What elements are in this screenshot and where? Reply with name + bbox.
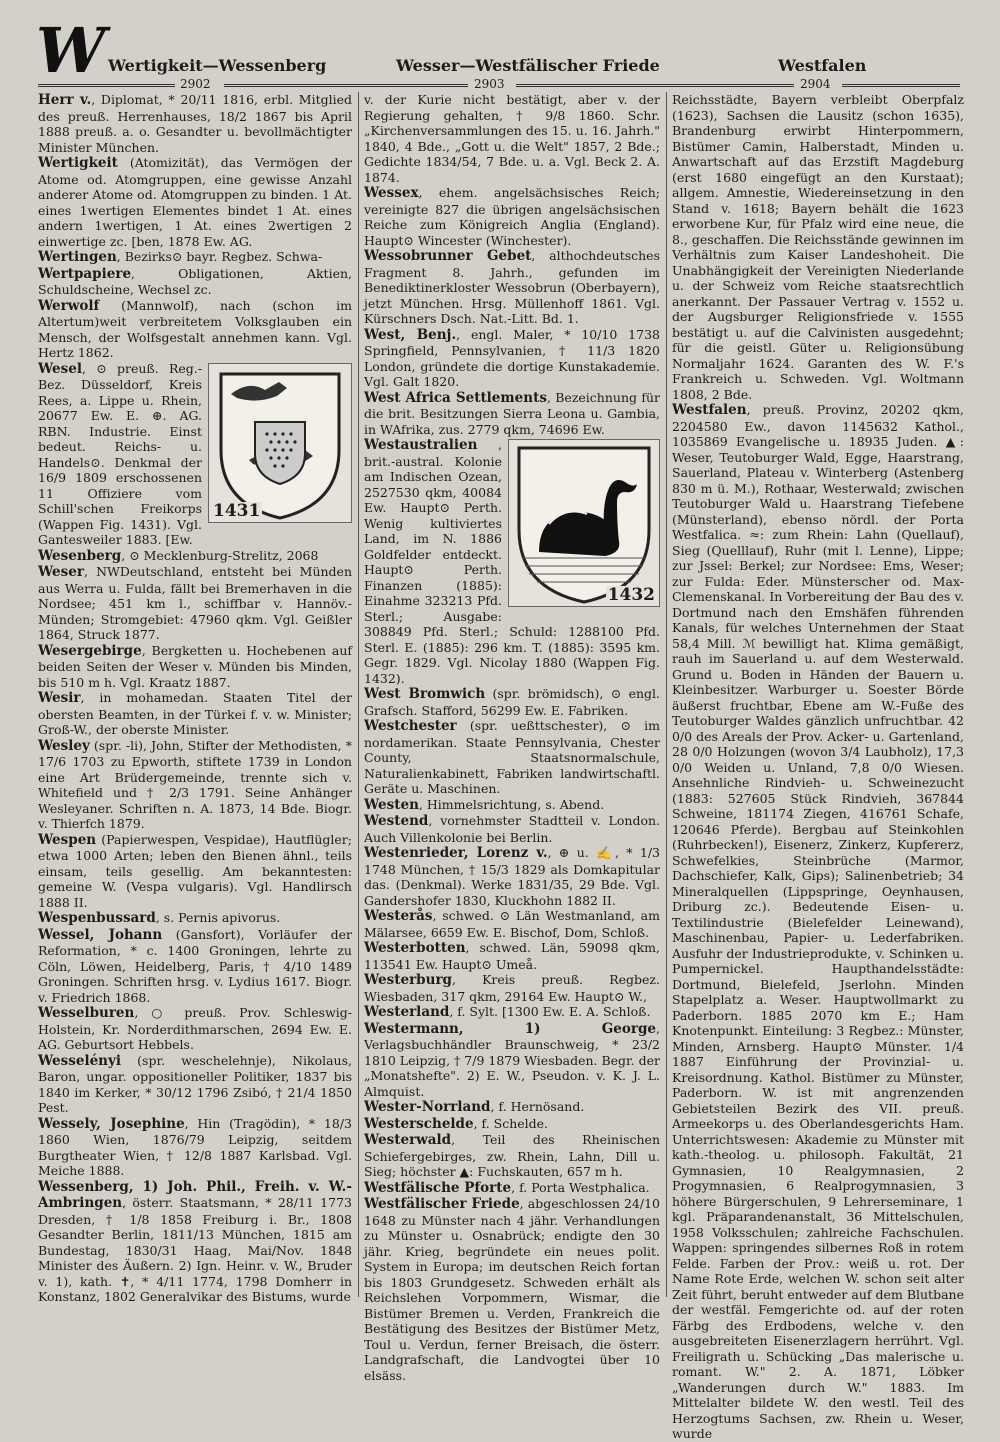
page-number-left: 2902	[180, 77, 211, 91]
column-right	[672, 92, 964, 1441]
figure-number: 1431	[213, 500, 261, 521]
section-letter: W	[36, 14, 106, 87]
entry-headword: Wessenberg, 1) Joh. Phil., Freih. v. W.-Ambringen	[38, 1178, 352, 1211]
dictionary-entry	[38, 690, 352, 738]
entry-text: , vornehmster Stadtteil v. London. Auch Villenkolonie bei Berlin.	[364, 813, 660, 845]
entry-headword: Wesel	[38, 360, 82, 377]
entry-text: , preuß. Provinz, 20202 qkm, 2204580 Ew., davon 1145632 Kathol., 1035869 Evangelische u. 18935 Juden. ▲: Weser, Teutoburger Wald, Egge, Haarstrang, Sauerland, Plateau v. Winterberg (Astenberg 830 m ü. M.), Rothaar, Westerwald; zwischen Teutoburger Wald u. Haarstrang Tiefebene (Münsterland), ebenso nördl. der Porta Westfalica. ≈: zum Rhein: Lahn (Quellauf), Sieg (Quelllauf), Ruhr (mit l. Lenne), Lippe; zur Jssel: Berkel; zur Nordsee: Ems, Weser; zur Fulda: Eder. Münsterscher od. Max-Clemenskanal. In Vorbereitung der Bau des v. Dortmund nach den Emshäfen führenden Kanals, für welches Unternehmen der Staat 58,4 Mill. ℳ bewilligt hat. Klima gemäßigt, rauh im Sauerland u. auf dem Westerwald. Grund u. Boden in Händen der Bauern u. Kleinbesitzer. Warburger u. Soester Börde äußerst fruchtbar, Ebene am W.-Fuße des Teutoburger Waldes gänzlich unfruchtbar. 42 0/0 des Areals der Prov. Acker- u. Gartenland, 28 0/0 Holzungen (wovon 3/4 Laubholz), 17,3 0/0 Weiden u. Unland, 7,8 0/0 Wiesen. Ansehnliche Rindvieh- u. Schweinezucht (1883: 527605 Stück Rindvieh, 367844 Schweine, 181174 Ziegen, 416761 Schafe, 120646 Pferde). Bergbau auf Steinkohlen (Ruhrbecken!), Eisenerz, Zinkerz, Kupfererz, Schwefelkies, Steinbrüche (Marmor, Dachschiefer, Kalk, Gips); Salinenbetrieb; 34 Mineralquellen (Lippspringe, Oeynhausen, Driburg zc.). Bedeutende Eisen- u. Textilindustrie (Bielefelder Leinewand), Maschinenbau, Papier- u. Lederfabriken. Ausfuhr der Industrieprodukte, v. Schinken u. Pumpernickel. Haupthandelsstädte: Dortmund, Bielefeld, Jserlohn. Minden Stapelplatz a. Weser. Hauptwollmarkt zu Paderborn. 1885 2070 km E.; Ham Knotenpunkt. Einteilung: 3 Regbez.: Münster, Minden, Arnsberg. Haupt⊙ Münster. 1/4 1887 Einführung der Provinzial- u. Kreisordnung. Kathol. Bistümer zu Münster, Paderborn. W. ist mit angrenzenden Gebietsteilen Bezirk des VII. preuß. Armeekorps u. des Oberlandesgerichts Ham. Unterrichtswesen: Akademie zu Münster mit kath.-theolog. u. philosoph. Fakultät, 21 Gymnasien, 10 Realgymnasien, 2 Progymnasien, 6 Realprogymnasien, 3 höhere Bürgerschulen, 9 Lehrerseminare, 1 kgl. Präparandenanstalt, 36 Mittelschulen, 1958 Volksschulen; zahlreiche Fachschulen. Wappen: springendes silbernes Roß in rotem Felde. Farben der Prov.: weiß u. rot. Der Name Rote Erde, welchen W. schon seit alter Zeit führt, beruht entweder auf dem Blutbane der westfäl. Femgerichte od. auf der roten Färbg des Erdbodens, welche v. den ausgebreiteten Eisenerzlagern herrührt. Vgl. Freiligrath u. Schücking „Das malerische u. romant. W." 2. A. 1871, Löbker „Wanderungen durch W." 1883. Im Mittelalter bildete W. den westl. Teil des Herzogtums Sachsen, zw. Rhein u. Weser, wurde	[672, 402, 964, 1441]
dictionary-entry	[38, 1053, 352, 1116]
entry-text: , f. Sylt. [1300 Ew. E. A. Schloß.	[449, 1004, 651, 1019]
dictionary-entry	[38, 738, 352, 832]
entry-headword: Weser	[38, 564, 84, 580]
running-head-right: Westfalen	[778, 56, 867, 75]
entry-headword: Westen	[364, 796, 419, 813]
entry-text: , ⊕ u. ✍, * 1/3 1748 München, † 15/3 1829 als Domkapitular das. (Denkmal). Werke 1831/35, 29 Bde. Vgl. Gandershofer 1830, Kluckhohn 1882 II.	[364, 845, 660, 908]
entry-text: (spr. brömidsch), ⊙ engl. Grafsch. Stafford, 56299 Ew. E. Fabriken.	[364, 686, 660, 718]
dictionary-entry	[364, 845, 660, 908]
dictionary-entry	[364, 686, 660, 718]
entry-text: , engl. Maler, * 10/10 1738 Springfield, Pennsylvanien, † 11/3 1820 London, gründete die dortige Kunstakademie. Vgl. Galt 1820.	[364, 326, 660, 389]
entry-headword: Westaustralien	[364, 437, 478, 453]
dictionary-entry	[364, 1132, 660, 1180]
entry-headword: Westerås	[364, 908, 433, 924]
entry-headword: Wesergebirge	[38, 642, 142, 659]
dictionary-entry	[38, 564, 352, 643]
entry-headword: Wesley	[38, 737, 90, 754]
dictionary-entry	[38, 266, 352, 298]
entry-headword: Wertingen	[38, 249, 117, 265]
entry-headword: Wertigkeit	[38, 155, 118, 171]
entry-text: Reichsstädte, Bayern verbleibt Oberpfalz (1623), Sachsen die Lausitz (schon 1635), Brandenburg erwirbt Hinterpommern, Bistümer Camin, Halberstadt, Minden u. Anwartschaft auf das Erzstift Magdeburg (erst 1680 eingefügt an den Kurstaat); allgem. Amnestie, Wiedereinsetzung in den Stand v. 1618; Bayern behält die 1623 erworbene Kur, für Pfalz wird eine neue, die 8., geschaffen. Die Reichsstände gewinnen im Verhältnis zum Kaiser Landeshoheit. Die Unabhängigkeit der Vereinigten Niederlande u. der Schweiz vom Reiche staatsrechtlich anerkannt. Der Passauer Vertrag v. 1552 u. der Augsburger Religionsfriede v. 1555 bestätigt u. auf die Calvinisten ausgedehnt; für die geistl. Güter u. Religionsübung Normaljahr 1624. Garanten des W. F.'s Frankreich u. Schweden. Vgl. Woltmann 1808, 2 Bde.	[672, 92, 964, 402]
column-middle	[364, 92, 660, 1383]
entry-headword: Westerland	[364, 1004, 450, 1020]
entry-text: , Hin (Tragödin), * 18/3 1860 Wien, 1876/79 Leipzig, seitdem Burgtheater Wien, † 12/8 1887 Karlsbad. Vgl. Meiche 1888.	[38, 1115, 352, 1178]
entry-text: , NWDeutschland, entsteht bei Münden aus Werra u. Fulda, fällt bei Bremerhaven in die Nordsee; 451 km l., schiffbar v. Hannöv.-Münden; Stromgebiet: 47960 qkm. Vgl. Geißler 1864, Struck 1877.	[38, 564, 352, 642]
dictionary-entry	[364, 390, 660, 438]
dictionary-entry	[38, 548, 352, 565]
page-number-right: 2904	[800, 77, 831, 91]
dictionary-entry	[672, 402, 964, 1442]
column-divider	[358, 92, 359, 1297]
westaustralien-coat-of-arms-figure	[508, 439, 660, 607]
entry-headword: Wespen	[38, 831, 97, 848]
entry-headword: Werwolf	[38, 297, 100, 314]
dictionary-entry	[38, 927, 352, 1006]
dictionary-entry	[364, 1004, 660, 1021]
entry-headword: Wessely, Josephine	[38, 1115, 185, 1132]
entry-text: , f. Hernösand.	[490, 1099, 585, 1114]
header-rule	[842, 84, 960, 87]
entry-text: , Verlagsbuchhändler Braunschweig, * 23/2 1810 Leipzig, † 7/9 1879 Wiesbaden. Begr. der „Monatshefte". 2) E. W., Pseudon. v. K. J. L. Almquist.	[364, 1020, 660, 1099]
entry-text: , in mohamedan. Staaten Titel der obersten Beamten, in der Türkei f. v. w. Minister; Groß-W., der oberste Minister.	[38, 690, 352, 737]
entry-text: , ⊙ Mecklenburg-Strelitz, 2068	[121, 547, 319, 563]
entry-headword: West, Benj.	[364, 326, 457, 343]
entry-text: , brit.-austral. Kolonie am Indischen Ozean, 2527530 qkm, 40084 Ew. Haupt⊙ Perth. Wenig kultiviertes Land, im N. 1886 Goldfelder entdeckt. Haupt⊙ Perth. Finanzen (1885): Einahme 323213 Pfd. Sterl.; Ausgabe: 308849 Pfd. Sterl.; Schuld: 1288100 Pfd. Sterl. E. (1885): 296 km. T. (1885): 3595 km. Gegr. 1829. Vgl. Nicolay 1880 (Wappen Fig. 1432).	[364, 437, 660, 686]
running-head-left: Wertigkeit—Wessenberg	[108, 56, 327, 75]
dictionary-entry	[364, 1099, 660, 1116]
entry-text: (Gansfort), Vorläufer der Reformation, * c. 1400 Groningen, lehrte zu Cöln, Löwen, Heidelberg, Paris, † 4/10 1489 Groningen. Schriften hrsg. v. Lydius 1617. Biogr. v. Friedrich 1868.	[38, 926, 352, 1005]
entry-text: , abgeschlossen 24/10 1648 zu Münster nach 4 jähr. Verhandlungen zu Münster u. Osnabrück; endigte den 30 jähr. Krieg, begründete ein neues polit. System in Europa; im deutschen Reich fortan bis 1803 Grundgesetz. Schweden erhält als Reichslehen Vorpommern, Wismar, die Bistümer Bremen u. Verden, Frankreich die Bestätigung des Besitzes der Bistümer Metz, Toul u. Verdun, ferner Breisach, die österr. Landgrafschaft, die Landvogtei über 10 elsäss.	[364, 1196, 660, 1383]
dictionary-entry	[364, 718, 660, 797]
page-number-middle: 2903	[474, 77, 505, 91]
dictionary-entry	[364, 1196, 660, 1383]
dictionary-entry	[364, 1116, 660, 1133]
entry-headword: Westenrieder, Lorenz v.	[364, 845, 548, 861]
entry-text: , Kreis preuß. Regbez. Wiesbaden, 317 qkm, 29164 Ew. Haupt⊙ W.,	[364, 972, 660, 1004]
entry-headword: Wespenbussard	[38, 910, 156, 926]
entry-text: (spr. ueßttschester), ⊙ im nordamerikan. Staate Pennsylvania, Chester County, Staatsnormalschule, Naturalienkabinett, Fabriken landwirtschaftl. Geräte u. Maschinen.	[364, 718, 660, 796]
wesel-coat-of-arms-figure	[208, 363, 352, 523]
dictionary-entry	[364, 1021, 660, 1100]
entry-headword: Westerburg	[364, 972, 452, 988]
dictionary-entry	[364, 327, 660, 390]
running-head-middle: Wesser—Westfälischer Friede	[396, 56, 660, 75]
entry-headword: Wertpapiere	[38, 265, 132, 282]
entry-text: , schwed. ⊙ Län Westmanland, am Mälarsee, 6659 Ew. E. Bischof, Dom, Schloß.	[364, 908, 660, 940]
entry-headword: Westchester	[364, 718, 457, 734]
entry-text: , Obligationen, Aktien, Schuldscheine, Wechsel zc.	[38, 265, 352, 297]
entry-text: , ○ preuß. Prov. Schleswig-Holstein, Kr. Norderdithmarschen, 2694 Ew. E. AG. Geburtsort Hebbels.	[38, 1005, 352, 1052]
entry-text: (Mannwolf), nach (schon im Altertum)weit verbreitetem Volksglauben ein Mensch, der Wolfsgestalt annehmen kann. Vgl. Hertz 1862.	[38, 297, 352, 360]
dictionary-entry	[672, 92, 964, 402]
entry-headword: Wesselburen	[38, 1005, 135, 1021]
entry-text: , althochdeutsches Fragment 8. Jahrh., gefunden im Benediktinerkloster Wessobrun (Oberbayern), jetzt München. Hrsg. Müllenhoff 1861. Vgl. Kürschners Dsch. Nat.-Litt. Bd. 1.	[364, 248, 660, 326]
dictionary-entry	[364, 940, 660, 972]
entry-headword: Wessobrunner Gebet	[364, 248, 532, 264]
entry-headword: Wessel, Johann	[38, 926, 163, 943]
dictionary-entry	[38, 92, 352, 155]
entry-headword: West Africa Settlements	[364, 389, 547, 406]
entry-headword: Westfälische Pforte	[364, 1179, 512, 1196]
entry-headword: Westerbotten	[364, 940, 466, 956]
dictionary-entry	[38, 1179, 352, 1305]
entry-headword: West Bromwich	[364, 686, 486, 702]
entry-headword: Herr v.	[38, 92, 92, 108]
entry-text: , f. Schelde.	[473, 1115, 549, 1131]
column-divider	[666, 92, 667, 1297]
dictionary-entry	[364, 185, 660, 248]
entry-headword: Wesselényi	[38, 1052, 121, 1069]
entry-text: , Teil des Rheinischen Schiefergebirges, zw. Rhein, Lahn, Dill u. Sieg; höchster ▲: Fuchskauten, 657 m h.	[364, 1132, 660, 1179]
dictionary-entry	[38, 643, 352, 691]
dictionary-entry	[364, 248, 660, 327]
wesel-shield-icon	[209, 364, 351, 522]
dictionary-entry	[364, 972, 660, 1004]
dictionary-entry	[38, 1005, 352, 1053]
figure-number: 1432	[607, 585, 655, 605]
entry-headword: Westermann, 1) George	[364, 1020, 657, 1037]
dictionary-entry	[38, 832, 352, 911]
dictionary-entry	[364, 797, 660, 814]
header-rule	[224, 84, 468, 87]
entry-headword: Westerwald	[364, 1132, 452, 1148]
dictionary-entry	[364, 92, 660, 185]
entry-headword: Westerschelde	[364, 1115, 474, 1132]
dictionary-entry	[364, 813, 660, 845]
black-swan-shield-icon	[509, 440, 659, 606]
entry-headword: Westfälischer Friede	[364, 1196, 520, 1212]
dictionary-entry	[38, 249, 352, 266]
entry-text: (spr. -li), John, Stifter der Methodisten, * 17/6 1703 zu Epworth, stiftete 1739 in London eine Art Brüdergemeinde, trennte sich v. Whitefield und † 2/3 1791. Seine Anhänger Wesleyaner. Schriften n. A. 1873, 14 Bde. Biogr. v. Thierfch 1879.	[38, 737, 352, 831]
entry-text: , Bergketten u. Hochebenen auf beiden Seiten der Weser v. Münden bis Minden, bis 510 m h. Vgl. Kraatz 1887.	[38, 642, 352, 690]
header-rule	[38, 84, 175, 87]
entry-text: , Himmelsrichtung, s. Abend.	[418, 796, 605, 812]
entry-text: , Bezeichnung für die brit. Besitzungen Sierra Leona u. Gambia, in WAfrika, zus. 2779 qkm, 74696 Ew.	[364, 389, 660, 437]
header-rule	[516, 84, 794, 87]
entry-text: , ⊙ preuß. Reg.-Bez. Düsseldorf, Kreis Rees, a. Lippe u. Rhein, 20677 Ew. E. ⊕. AG. RBN. Industrie. Einst bedeut. Reichs- u. Handels⊙. Denkmal der 16/9 1809 erschossenen 11 Offiziere vom Schill'schen Freikorps (Wappen Fig. 1431). Vgl. Gantesweiler 1883. [Ew.	[38, 360, 202, 547]
entry-headword: Wesenberg	[38, 547, 122, 564]
entry-text: , schwed. Län, 59098 qkm, 113541 Ew. Haupt⊙ Umeå.	[364, 940, 660, 972]
dictionary-entry	[38, 1116, 352, 1179]
column-left	[38, 92, 352, 1304]
entry-headword: Wester-Norrland	[364, 1099, 491, 1115]
dictionary-entry	[38, 910, 352, 927]
entry-text: , ehem. angelsächsisches Reich; vereinigte 827 die übrigen angelsächsischen Reiche zum Königreich Anglia (England). Haupt⊙ Wincester (Winchester).	[364, 185, 660, 248]
entry-text: , s. Pernis apivorus.	[155, 910, 281, 925]
dictionary-entry	[38, 155, 352, 249]
entry-headword: Wessex	[364, 185, 419, 201]
dictionary-entry	[364, 908, 660, 940]
entry-text: , österr. Staatsmann, * 28/11 1773 Dresden, † 1/8 1858 Freiburg i. Br., 1808 Gesandter Berlin, 1811/13 München, 1815 am Bundestag, 1830/31 Haag, Mai/Nov. 1848 Minister des Äußern. 2) Ign. Heinr. v. W., Bruder v. 1), kath. ✝, * 4/11 1774, 1798 Domherr in Konstanz, 1802 Generalvikar des Bistums, wurde	[38, 1195, 352, 1304]
entry-text: (Atomizität), das Vermögen der Atome od. Atomgruppen, eine gewisse Anzahl anderer Atome od. Atomgruppen zu binden. 1 At. eines 1wertigen Elementes bindet 1 At. eines andern 1wertigen, 1 At. eines 2wertigen 2 einwertige zc. [ben, 1878 Ew. AG.	[38, 155, 352, 249]
entry-text: (spr. weschelehnje), Nikolaus, Baron, ungar. oppositioneller Politiker, 1837 bis 1840 im Kerker, * 30/12 1796 Zsibó, † 21/4 1850 Pest.	[38, 1052, 352, 1115]
entry-text: , Bezirks⊙ bayr. Regbez. Schwa-	[116, 249, 323, 264]
dictionary-entry	[364, 1180, 660, 1197]
entry-text: v. der Kurie nicht bestätigt, aber v. der Regierung gehalten, † 9/8 1860. Schr. „Kirchenversammlungen des 15. u. 16. Jahrh." 1840, 4 Bde., „Gott u. die Welt" 1857, 2 Bde.; Gedichte 1834/54, 7 Bde. u. a. Vgl. Beck 2. A. 1874.	[364, 92, 660, 185]
entry-text: , Diplomat, * 20/11 1816, erbl. Mitglied des preuß. Herrenhauses, 18/2 1867 bis April 1888 preuß. a. o. Gesandter u. bevollmächtigter Minister München.	[38, 92, 352, 155]
entry-text: (Papierwespen, Vespidae), Hautflügler; etwa 1000 Arten; leben den Bienen ähnl., teils einsam, teils gesellig. Am bekanntesten: gemeine W. (Vespa vulgaris). Vgl. Handlirsch 1888 II.	[38, 831, 352, 910]
entry-text: , f. Porta Westphalica.	[511, 1179, 650, 1195]
entry-headword: Westend	[364, 813, 429, 829]
dictionary-entry	[364, 437, 660, 686]
entry-headword: Westfalen	[672, 402, 747, 418]
dictionary-entry	[38, 298, 352, 361]
entry-headword: Wesir	[38, 690, 81, 706]
